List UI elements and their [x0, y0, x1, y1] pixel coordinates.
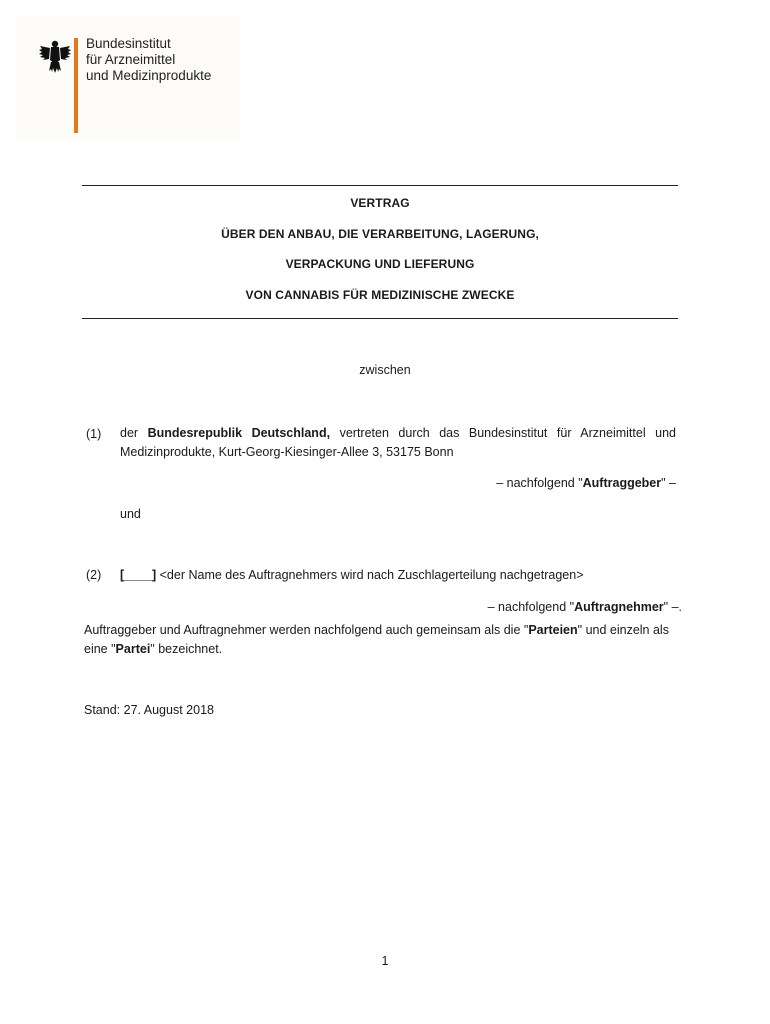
parties-definition	[84, 621, 678, 659]
party-term: Partei	[115, 642, 151, 656]
bfarm-logo	[16, 16, 240, 138]
party-1-role	[496, 476, 676, 490]
logo-line-2: für Arzneimittel	[86, 52, 176, 67]
party-1-role-suffix: " –	[661, 476, 676, 490]
document-title: VERTRAG	[350, 196, 410, 210]
logo-wordmark	[86, 36, 211, 84]
party-1-name: Bundesrepublik Deutschland,	[147, 426, 331, 440]
and-label: und	[120, 507, 141, 521]
document-date: Stand: 27. August 2018	[84, 703, 214, 717]
party-1-text	[120, 424, 676, 462]
party-2-role-suffix: " –.	[663, 600, 682, 614]
party-1-prefix: der	[120, 426, 139, 440]
parties-note-part-1: Auftraggeber und Auftragnehmer werden nachfolgend auch gemeinsam als die "	[84, 623, 529, 637]
party-1-description: vertreten durch das Bundesinstitut für Arzneimittel und Medizinprodukte, Kurt-Georg-Kiesinger-Allee 3, 53175 Bonn	[120, 426, 676, 459]
federal-eagle-icon	[38, 38, 72, 76]
party-2-description: <der Name des Auftragnehmers wird nach Zuschlagerteilung nachgetragen>	[159, 568, 584, 582]
parties-note-part-2: " und einzeln als eine "	[84, 623, 669, 656]
party-2-text	[120, 568, 584, 582]
party-2-number: (2)	[86, 568, 102, 582]
title-line-4: VON CANNABIS FÜR MEDIZINISCHE ZWECKE	[245, 288, 515, 302]
title-top-rule	[82, 185, 678, 186]
logo-line-1: Bundesinstitut	[86, 36, 171, 51]
party-1-role-prefix: – nachfolgend "	[496, 476, 583, 490]
logo-line-3: und Medizinprodukte	[86, 68, 212, 83]
parties-note-part-3: " bezeichnet.	[150, 642, 223, 656]
party-1-role-term: Auftraggeber	[582, 476, 662, 490]
party-2-placeholder: [____]	[120, 568, 157, 582]
party-2-role-term: Auftragnehmer	[574, 600, 664, 614]
logo-accent-bar	[74, 38, 78, 133]
party-1-number: (1)	[86, 427, 102, 441]
party-2-role	[488, 600, 682, 614]
page-number: 1	[381, 954, 389, 968]
between-label: zwischen	[359, 363, 411, 377]
title-line-2: ÜBER DEN ANBAU, DIE VERARBEITUNG, LAGERUNG,	[221, 227, 539, 241]
parties-term: Parteien	[528, 623, 578, 637]
party-2-role-prefix: – nachfolgend "	[487, 600, 575, 614]
title-bottom-rule	[82, 318, 678, 319]
title-line-3: VERPACKUNG UND LIEFERUNG	[285, 257, 475, 271]
